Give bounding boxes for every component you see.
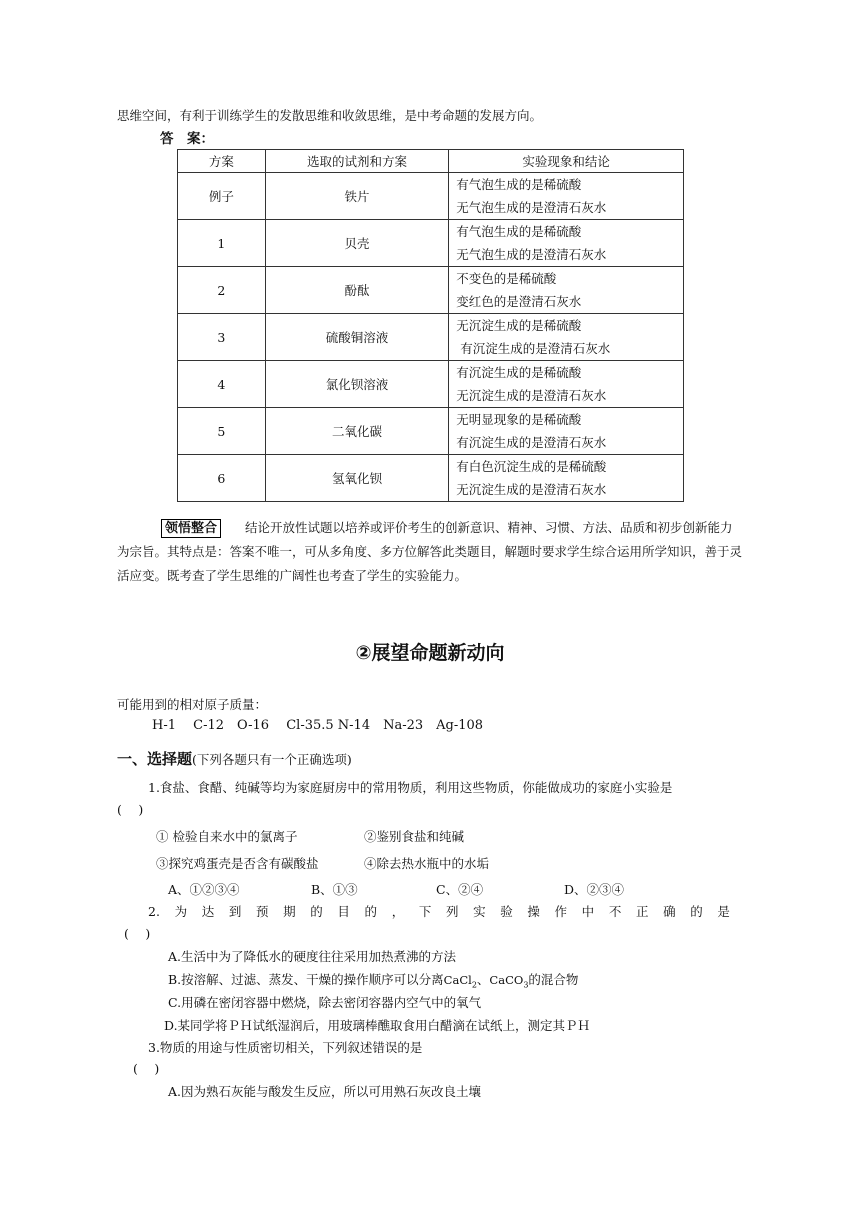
cell-reagent: 酚酞 <box>265 267 448 314</box>
stem-char: 期 <box>283 904 296 919</box>
cell-result <box>449 267 684 314</box>
result-line: 有沉淀生成的是澄清石灰水 <box>456 435 607 450</box>
cell-result <box>449 220 684 267</box>
cell-scheme: 2 <box>178 267 266 314</box>
stem-char: 2. <box>148 904 160 919</box>
question-1-option-b: B、①③ <box>311 882 358 897</box>
cell-result <box>449 361 684 408</box>
question-3-option-a: A.因为熟石灰能与酸发生反应，所以可用熟石灰改良土壤 <box>168 1084 482 1099</box>
stem-char: 目 <box>337 904 350 919</box>
stem-char: 到 <box>228 904 242 919</box>
insight-label-box: 领悟整合 <box>161 519 221 538</box>
stem-char: 的 <box>364 904 378 919</box>
stem-char: 正 <box>635 904 649 919</box>
stem-char: 中 <box>581 904 595 919</box>
part-heading-note: (下列各题只有一个正确选项) <box>192 752 352 767</box>
stem-char: 预 <box>255 904 269 919</box>
result-line: 有气泡生成的是稀硫酸 <box>456 177 582 192</box>
cell-scheme: 3 <box>178 314 266 361</box>
header-scheme: 方案 <box>178 150 266 173</box>
option-b-separator: 、 <box>476 972 490 987</box>
result-line: 有气泡生成的是稀硫酸 <box>456 224 582 239</box>
formula-caco: CaCO <box>489 973 524 987</box>
table-row <box>178 267 684 314</box>
cell-reagent: 氢氧化钡 <box>265 455 448 502</box>
result-line: 无沉淀生成的是稀硫酸 <box>456 318 582 333</box>
question-2-paren: ( ) <box>124 926 151 941</box>
cell-scheme: 6 <box>178 455 266 502</box>
stem-char: 验 <box>500 904 513 919</box>
result-line: 有沉淀生成的是稀硫酸 <box>456 365 582 380</box>
stem-char: 作 <box>554 904 568 919</box>
cell-reagent: 铁片 <box>265 173 448 220</box>
atomic-mass-label: 可能用到的相对原子质量： <box>117 697 268 712</box>
header-reagent: 选取的试剂和方案 <box>265 150 448 173</box>
question-1-option-a: A、①②③④ <box>168 882 240 897</box>
result-line: 不变色的是稀硫酸 <box>456 271 557 286</box>
question-1-option-c: C、②④ <box>436 882 484 897</box>
atomic-mass-list: H-1 C-12 O-16 Cl-35.5 N-14 Na-23 Ag-108 <box>152 718 484 733</box>
question-2-option-a: A.生活中为了降低水的硬度往往采用加热煮沸的方法 <box>168 949 457 964</box>
cell-reagent: 氯化钡溶液 <box>265 361 448 408</box>
stem-char: 达 <box>201 904 215 919</box>
table-row <box>178 408 684 455</box>
formula-subscript: 2 <box>471 980 477 990</box>
cell-reagent: 贝壳 <box>265 220 448 267</box>
question-1-option-d: D、②③④ <box>564 882 625 897</box>
answer-table <box>177 149 684 502</box>
result-line: 无沉淀生成的是澄清石灰水 <box>456 482 607 497</box>
result-line: 无明显现象的是稀硫酸 <box>456 412 582 427</box>
cell-result <box>449 173 684 220</box>
section-title: ②展望命题新动向 <box>355 642 505 664</box>
part-heading <box>117 750 352 768</box>
cell-reagent: 二氧化碳 <box>265 408 448 455</box>
stem-char: 实 <box>473 904 486 919</box>
option-b-text-end: 的混合物 <box>528 972 579 987</box>
stem-char: 的 <box>310 904 323 919</box>
cell-result <box>449 314 684 361</box>
question-1-item-1: ① 检验自来水中的氯离子 <box>156 829 298 844</box>
stem-char: 列 <box>445 904 459 919</box>
result-line: 无气泡生成的是澄清石灰水 <box>456 200 607 215</box>
table-header-row <box>178 150 684 173</box>
question-3-paren: ( ) <box>133 1061 160 1076</box>
table-row <box>178 220 684 267</box>
insight-paragraph: 结论开放性试题以培养或评价考生的创新意识、精神、习惯、方法、品质和初步创新能力为宗旨。其特点是：答案不唯一，可从多角度、多方位解答此类题目，解题时要求学生综合运用所学知识，善于灵活应变。既考查了学生思维的广阔性也考查了学生的实验能力。 <box>117 520 743 583</box>
formula-cacl: CaCl <box>443 973 472 987</box>
stem-char: 操 <box>527 904 540 919</box>
table-row <box>178 314 684 361</box>
option-b-text: B.按溶解、过滤、蒸发、干燥的操作顺序可以分离 <box>168 972 444 987</box>
question-2-option-d: D.某同学将ＰＨ试纸湿润后，用玻璃棒醮取食用白醋滴在试纸上，测定其ＰＨ <box>164 1018 591 1033</box>
question-2-stem <box>148 904 730 919</box>
intro-tail-text: 思维空间，有利于训练学生的发散思维和收敛思维，是中考命题的发展方向。 <box>117 108 543 123</box>
cell-scheme: 例子 <box>178 173 266 220</box>
question-1-stem: 1.食盐、食醋、纯碱等均为家庭厨房中的常用物质，利用这些物质，你能做成功的家庭小实验是 <box>148 780 673 795</box>
table-row <box>178 361 684 408</box>
result-line: 无沉淀生成的是澄清石灰水 <box>456 388 607 403</box>
question-1-item-2: ②鉴别食盐和纯碱 <box>364 829 465 844</box>
stem-char: 为 <box>174 904 188 919</box>
result-line: 有沉淀生成的是澄清石灰水 <box>456 341 611 356</box>
cell-scheme: 1 <box>178 220 266 267</box>
cell-reagent: 硫酸铜溶液 <box>265 314 448 361</box>
cell-result <box>449 408 684 455</box>
question-1-item-4: ④除去热水瓶中的水垢 <box>364 856 490 871</box>
question-2-option-b <box>168 972 578 990</box>
result-line: 变红色的是澄清石灰水 <box>456 294 582 309</box>
stem-char: 下 <box>418 904 432 919</box>
stem-char: ， <box>391 904 405 919</box>
formula-subscript: 3 <box>523 980 529 990</box>
answer-label: 答 案： <box>160 131 214 147</box>
stem-char: 确 <box>663 904 676 919</box>
question-1-item-3: ③探究鸡蛋壳是否含有碳酸盐 <box>156 856 319 871</box>
table-row <box>178 455 684 502</box>
table-row <box>178 173 684 220</box>
result-line: 无气泡生成的是澄清石灰水 <box>456 247 607 262</box>
header-result: 实验现象和结论 <box>449 150 684 173</box>
cell-result <box>449 455 684 502</box>
stem-char: 的 <box>690 904 703 919</box>
stem-char: 不 <box>608 904 622 919</box>
stem-char: 是 <box>717 904 730 919</box>
cell-scheme: 4 <box>178 361 266 408</box>
result-line: 有白色沉淀生成的是稀硫酸 <box>456 459 607 474</box>
part-heading-title: 一、选择题 <box>117 750 193 768</box>
question-2-option-c: C.用磷在密闭容器中燃烧，除去密闭容器内空气中的氧气 <box>168 995 482 1010</box>
cell-scheme: 5 <box>178 408 266 455</box>
question-1-paren: ( ) <box>117 802 144 817</box>
question-3-stem: 3.物质的用途与性质密切相关，下列叙述错误的是 <box>148 1040 423 1055</box>
